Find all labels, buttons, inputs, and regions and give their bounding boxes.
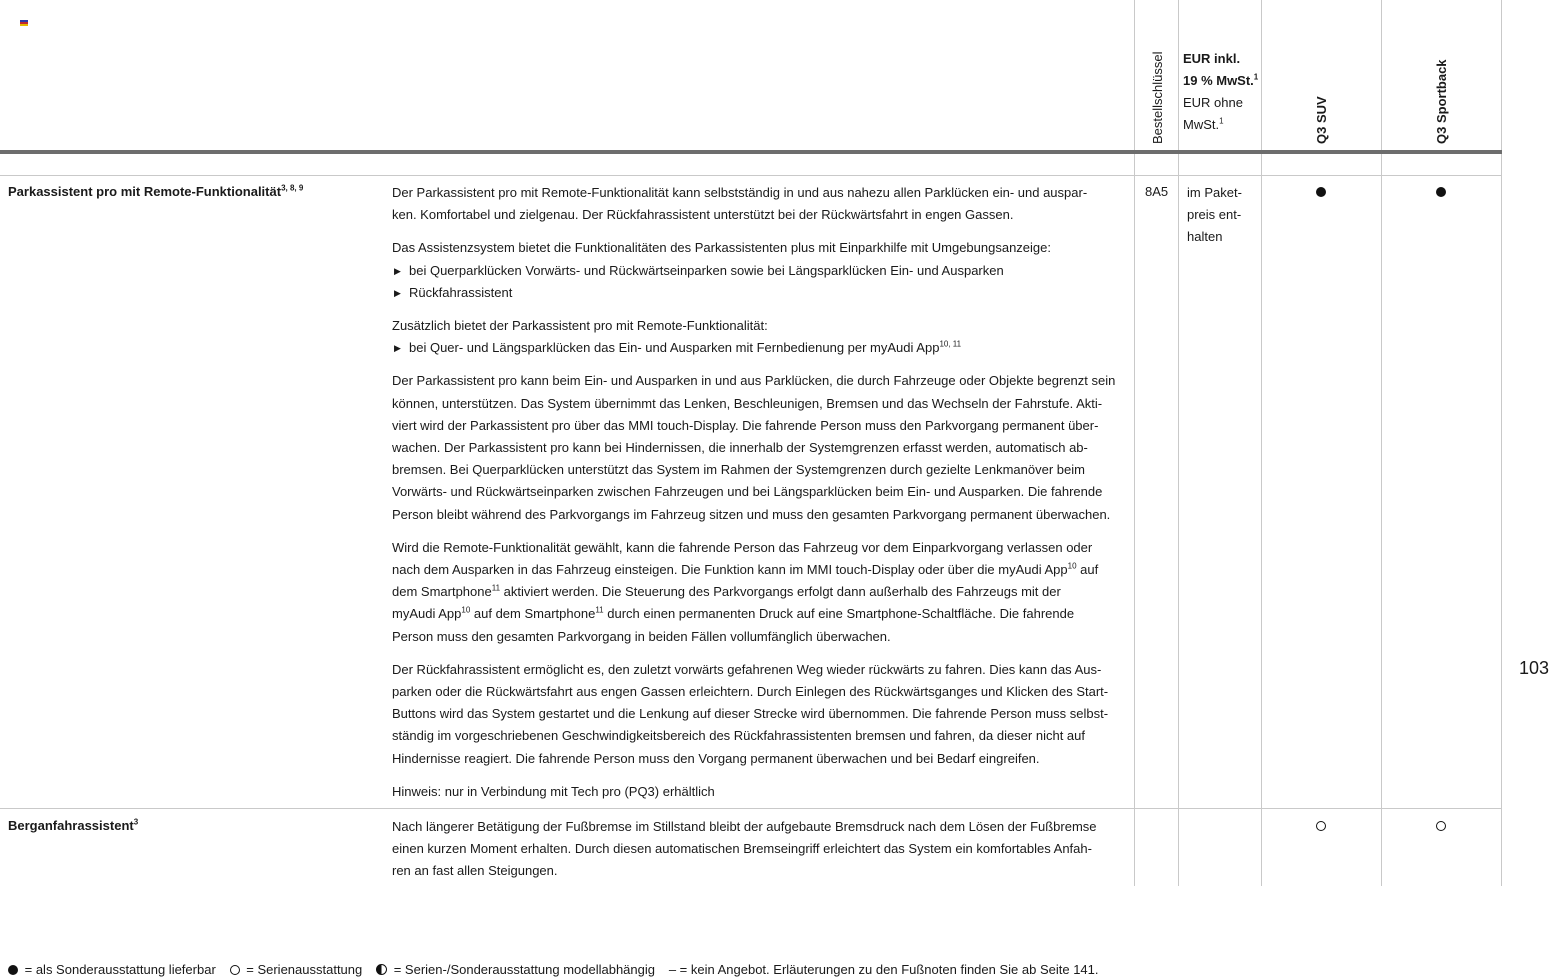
filled-dot-icon	[1316, 187, 1326, 197]
header-q3-suv: Q3 SUV	[1314, 96, 1329, 144]
paragraph: Der Parkassistent pro mit Remote-Funktionalität kann selbstständig in und aus nahezu allen Parklücken ein- und auspar- ken. Komfortabel und zielgenau. Der Rückfahrassistent unterstützt bei der Rückwärtsfahrt in engen Gassen.	[392, 185, 1088, 223]
filled-dot-icon	[8, 965, 18, 975]
legend-none: – = kein Angebot. Erläuterungen zu den Fußnoten finden Sie ab Seite 141.	[668, 962, 1099, 977]
header-order-key: Bestellschlüssel	[1150, 51, 1165, 144]
paragraph: Nach längerer Betätigung der Fußbremse im Stillstand bleibt der aufgebaute Bremsdruck nach dem Lösen der Fußbremse einen kurzen Moment erhalten. Durch diesen automatischen Bremseingriff erleichtert das System ein komfortables Anfah- ren an fast allen Steigungen.	[392, 819, 1097, 879]
price-value: im Paket- preis ent- halten	[1187, 185, 1242, 244]
list-item: ▶ bei Querparklücken Vorwärts- und Rückwärtseinparken sowie bei Längsparklücken Ein- und Ausparken	[392, 260, 1132, 282]
column-divider	[1178, 0, 1179, 886]
triangle-bullet-icon: ▶	[394, 343, 401, 354]
row-description-parkassistent	[392, 182, 1132, 803]
ring-icon	[1316, 821, 1326, 831]
header-price-excl-2: MwSt.$^1$	[1183, 116, 1224, 132]
header-price-incl-2: 19 % MwSt.$^1$	[1183, 72, 1259, 88]
bullet-list	[392, 337, 1132, 359]
filled-dot-icon	[1436, 187, 1446, 197]
page-number: 103	[1519, 658, 1550, 678]
header-price	[1183, 48, 1261, 136]
paragraph: Hinweis: nur in Verbindung mit Tech pro (PQ3) erhältlich	[392, 783, 715, 799]
paragraph: Der Rückfahrassistent ermöglicht es, den zuletzt vorwärts gefahrenen Weg wieder rückwärts zu fahren. Dies kann das Aus- parken oder die Rückwärtsfahrt aus engen Gassen erleichtern. Durch Einlegen des Rückwärtsganges und Klicken des Start- Buttons wird das System gestartet und die Lenkung auf dieser Strecke wird übernommen. Die fahrende Person muss selbst- ständig im vorgeschriebenen Geschwindigkeitsbereich des Rückfahrassistenten bremsen und fahren, da dieser nicht auf Hindernisse reagiert. Die fahrende Person muss den Vorgang permanent überwachen und bei Bedarf eingreifen.	[392, 661, 1109, 766]
row-title-berganfahrassistent: Berganfahrassistent$^3$	[8, 817, 139, 833]
column-divider	[1381, 0, 1382, 886]
header-rule	[0, 150, 1502, 154]
row-title-parkassistent: Parkassistent pro mit Remote-Funktionalität$^{3, 8, 9}$	[8, 183, 304, 199]
legend-optional: = als Sonderausstattung lieferbar	[24, 962, 216, 977]
order-code: 8A5	[1145, 184, 1169, 199]
half-dot-icon	[376, 964, 387, 975]
column-divider	[1261, 0, 1262, 886]
paragraph: Das Assistenzsystem bietet die Funktionalitäten des Parkassistenten plus mit Einparkhilfe mit Umgebungsanzeige:	[392, 240, 1051, 256]
triangle-bullet-icon: ▶	[394, 265, 401, 276]
paragraph: Der Parkassistent pro kann beim Ein- und Ausparken in und aus Parklücken, die durch Fahrzeuge oder Objekte begrenzt sein können, unterstützen. Das System übernimmt das Lenken, Beschleunigen, Bremsen und das Wechseln der Fahrstufe. Akti- viert wird der Parkassistent pro über das MMI touch-Display. Die fahrende Person muss den Parkvorgang permanent über- wachen. Der Parkassistent pro kann bei Hindernissen, die innerhalb der Systemgrenzen erfasst werden, automatisch ab- bremsen. Bei Querparklücken unterstützt das System im Rahmen der Systemgrenzen durch gezielte Lenkmanöver beim Vorwärts- und Rückwärtseinparken zwischen Fahrzeugen und bei Längsparklücken beim Ein- und Ausparken. Die fahrende Person bleibt während des Parkvorgangs im Fahrzeug sitzen und muss den gesamten Parkvorgang permanent überwachen.	[392, 373, 1116, 522]
column-divider	[1134, 0, 1135, 886]
legend-model-dependent: = Serien-/Sonderausstattung modellabhängig	[393, 962, 655, 977]
triangle-bullet-icon: ▶	[394, 287, 401, 298]
header-q3-sportback: Q3 Sportback	[1434, 59, 1449, 144]
bullet-list	[392, 260, 1132, 304]
ring-icon	[230, 965, 240, 975]
flag-icon	[20, 20, 28, 26]
row-description-berganfahrassistent	[392, 816, 1132, 883]
column-divider	[1501, 0, 1502, 886]
list-item: ▶ bei Quer- und Längsparklücken das Ein- und Ausparken mit Fernbedienung per myAudi App$^{10, 11}$	[392, 337, 1132, 359]
list-item: ▶ Rückfahrassistent	[392, 282, 1132, 304]
legend	[8, 962, 1102, 977]
row-divider	[0, 808, 1502, 809]
row-divider	[0, 175, 1502, 176]
header-price-excl-1: EUR ohne	[1183, 95, 1243, 110]
legend-standard: = Serienausstattung	[246, 962, 363, 977]
header-price-incl-1: EUR inkl.	[1183, 51, 1241, 66]
ring-icon	[1436, 821, 1446, 831]
paragraph: Wird die Remote-Funktionalität gewählt, kann die fahrende Person das Fahrzeug vor dem Einparkvorgang verlassen oder nach dem Ausparken in das Fahrzeug einsteigen. Die Funktion kann im MMI touch-Display oder über die myAudi App$^{10}$ auf dem Smartphone$^{11}$ aktiviert werden. Die Steuerung des Parkvorgangs erfolgt dann außerhalb des Fahrzeugs mit der myAudi App$^{10}$ auf dem Smartphone$^{11}$ durch einen permanenten Druck auf eine Smartphone-Schaltfläche. Die fahrende Person muss den gesamten Parkvorgang in beiden Fällen vollumfänglich überwachen.	[392, 539, 1099, 644]
paragraph: Zusätzlich bietet der Parkassistent pro mit Remote-Funktionalität:	[392, 318, 768, 334]
